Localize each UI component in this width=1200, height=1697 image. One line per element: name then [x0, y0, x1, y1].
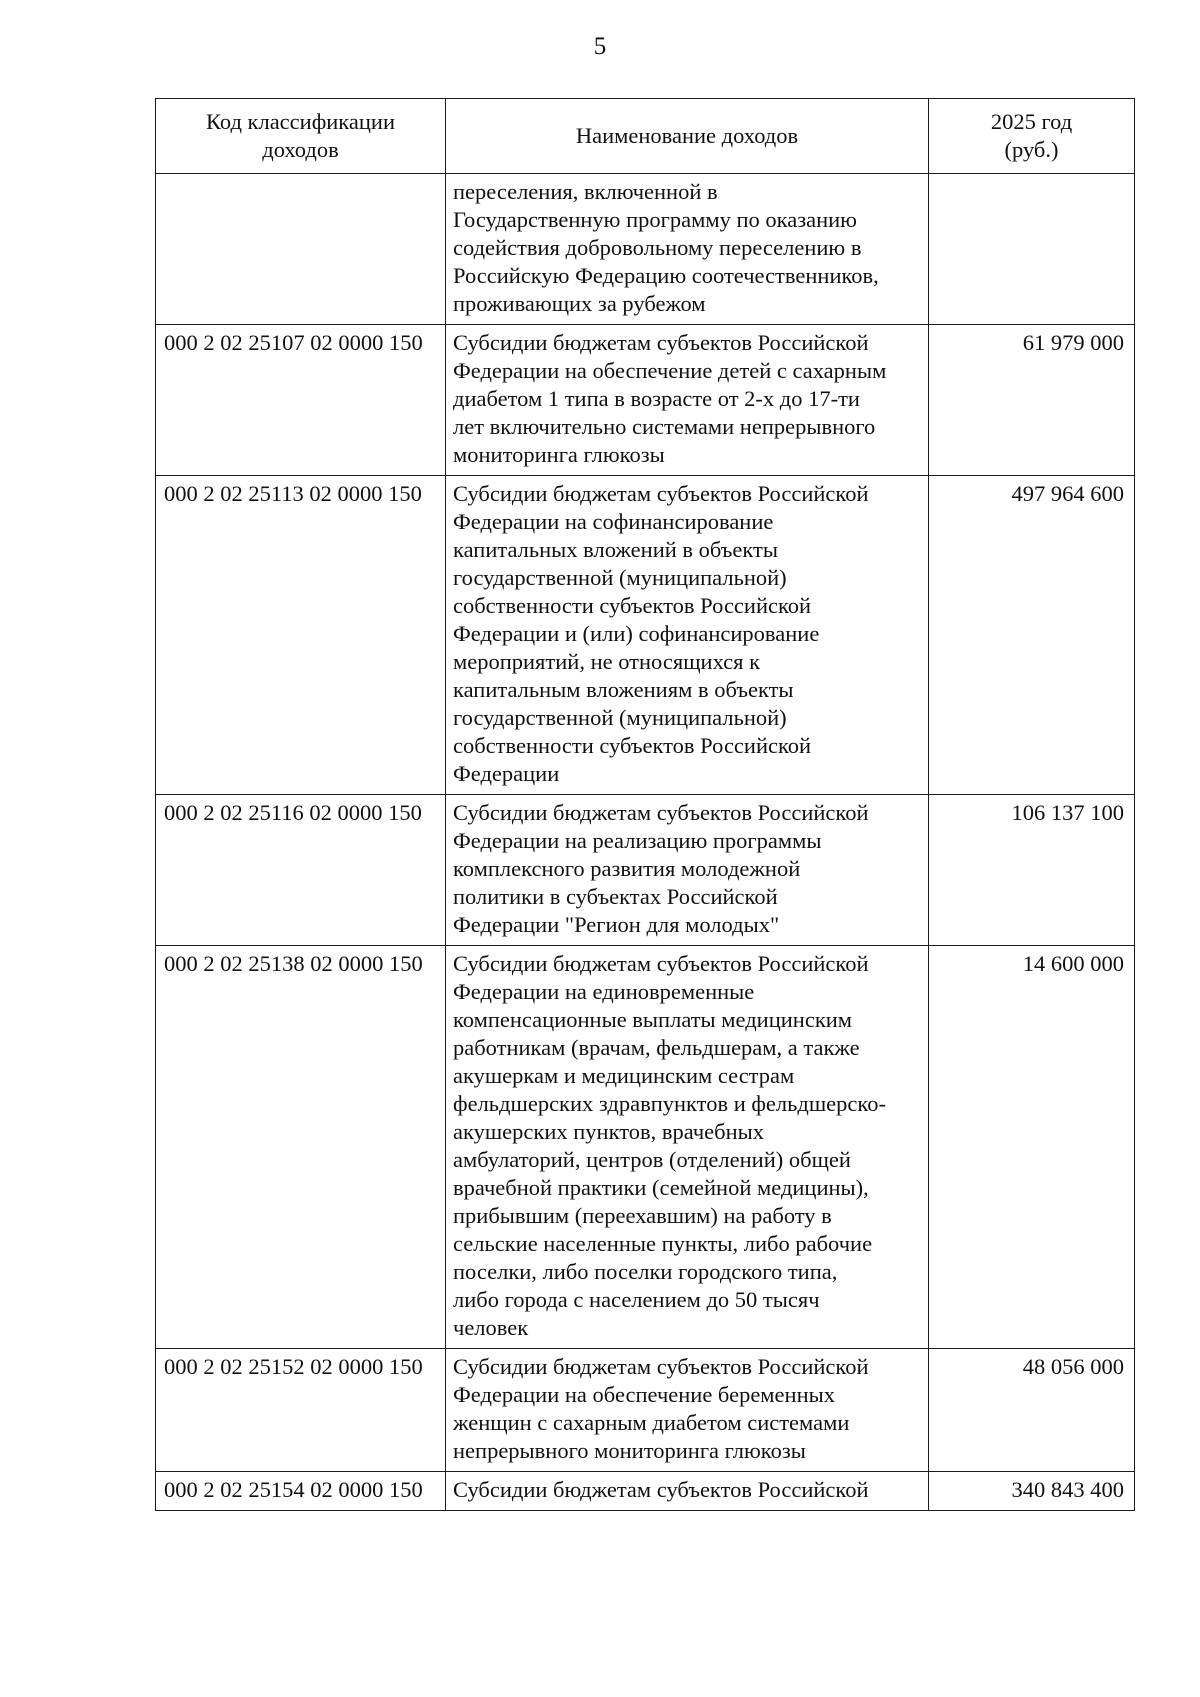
table-row: [156, 325, 1135, 476]
table-row: [156, 476, 1135, 795]
row-name: Субсидии бюджетам субъектов Российской: [446, 1472, 929, 1511]
row-code: 000 2 02 25116 02 0000 150: [156, 795, 446, 946]
table-header-row: [156, 99, 1135, 174]
header-amount-2025: 2025 год (руб.): [929, 99, 1135, 174]
table-row: [156, 1472, 1135, 1511]
header-classification-code: Код классификации доходов: [156, 99, 446, 174]
row-code: 000 2 02 25152 02 0000 150: [156, 1349, 446, 1472]
table-row: [156, 174, 1135, 325]
row-amount: 106 137 100: [929, 795, 1135, 946]
row-code: 000 2 02 25113 02 0000 150: [156, 476, 446, 795]
row-amount: 497 964 600: [929, 476, 1135, 795]
row-name: Субсидии бюджетам субъектов Российской Федерации на единовременные компенсационные выплаты медицинским работникам (врачам, фельдшерам, а также акушеркам и медицинским сестрам фельдшерских здравпунктов и фельдшерско- акушерских пунктов, врачебных амбулаторий, центров (отделений) общей врачебной практики (семейной медицины), прибывшим (переехавшим) на работу в сельские населенные пункты, либо рабочие поселки, либо поселки городского типа, либо города с населением до 50 тысяч человек: [446, 946, 929, 1349]
row-name: переселения, включенной в Государственную программу по оказанию содействия добровольному переселению в Российскую Федерацию соотечественников, проживающих за рубежом: [446, 174, 929, 325]
row-amount: [929, 174, 1135, 325]
row-name: Субсидии бюджетам субъектов Российской Федерации на обеспечение детей с сахарным диабетом 1 типа в возрасте от 2-х до 17-ти лет включительно системами непрерывного мониторинга глюкозы: [446, 325, 929, 476]
table-row: [156, 1349, 1135, 1472]
row-code: 000 2 02 25138 02 0000 150: [156, 946, 446, 1349]
row-amount: 61 979 000: [929, 325, 1135, 476]
row-code: [156, 174, 446, 325]
income-table: [155, 98, 1135, 1511]
row-amount: 14 600 000: [929, 946, 1135, 1349]
table-row: [156, 946, 1135, 1349]
row-code: 000 2 02 25107 02 0000 150: [156, 325, 446, 476]
table-row: [156, 795, 1135, 946]
page-number: 5: [593, 33, 607, 60]
row-amount: 340 843 400: [929, 1472, 1135, 1511]
row-name: Субсидии бюджетам субъектов Российской Федерации на реализацию программы комплексного развития молодежной политики в субъектах Российской Федерации "Регион для молодых": [446, 795, 929, 946]
row-name: Субсидии бюджетам субъектов Российской Федерации на обеспечение беременных женщин с сахарным диабетом системами непрерывного мониторинга глюкозы: [446, 1349, 929, 1472]
row-amount: 48 056 000: [929, 1349, 1135, 1472]
row-code: 000 2 02 25154 02 0000 150: [156, 1472, 446, 1511]
header-income-name: Наименование доходов: [446, 99, 929, 174]
row-name: Субсидии бюджетам субъектов Российской Федерации на софинансирование капитальных вложений в объекты государственной (муниципальной) собственности субъектов Российской Федерации и (или) софинансирование мероприятий, не относящихся к капитальным вложениям в объекты государственной (муниципальной) собственности субъектов Российской Федерации: [446, 476, 929, 795]
